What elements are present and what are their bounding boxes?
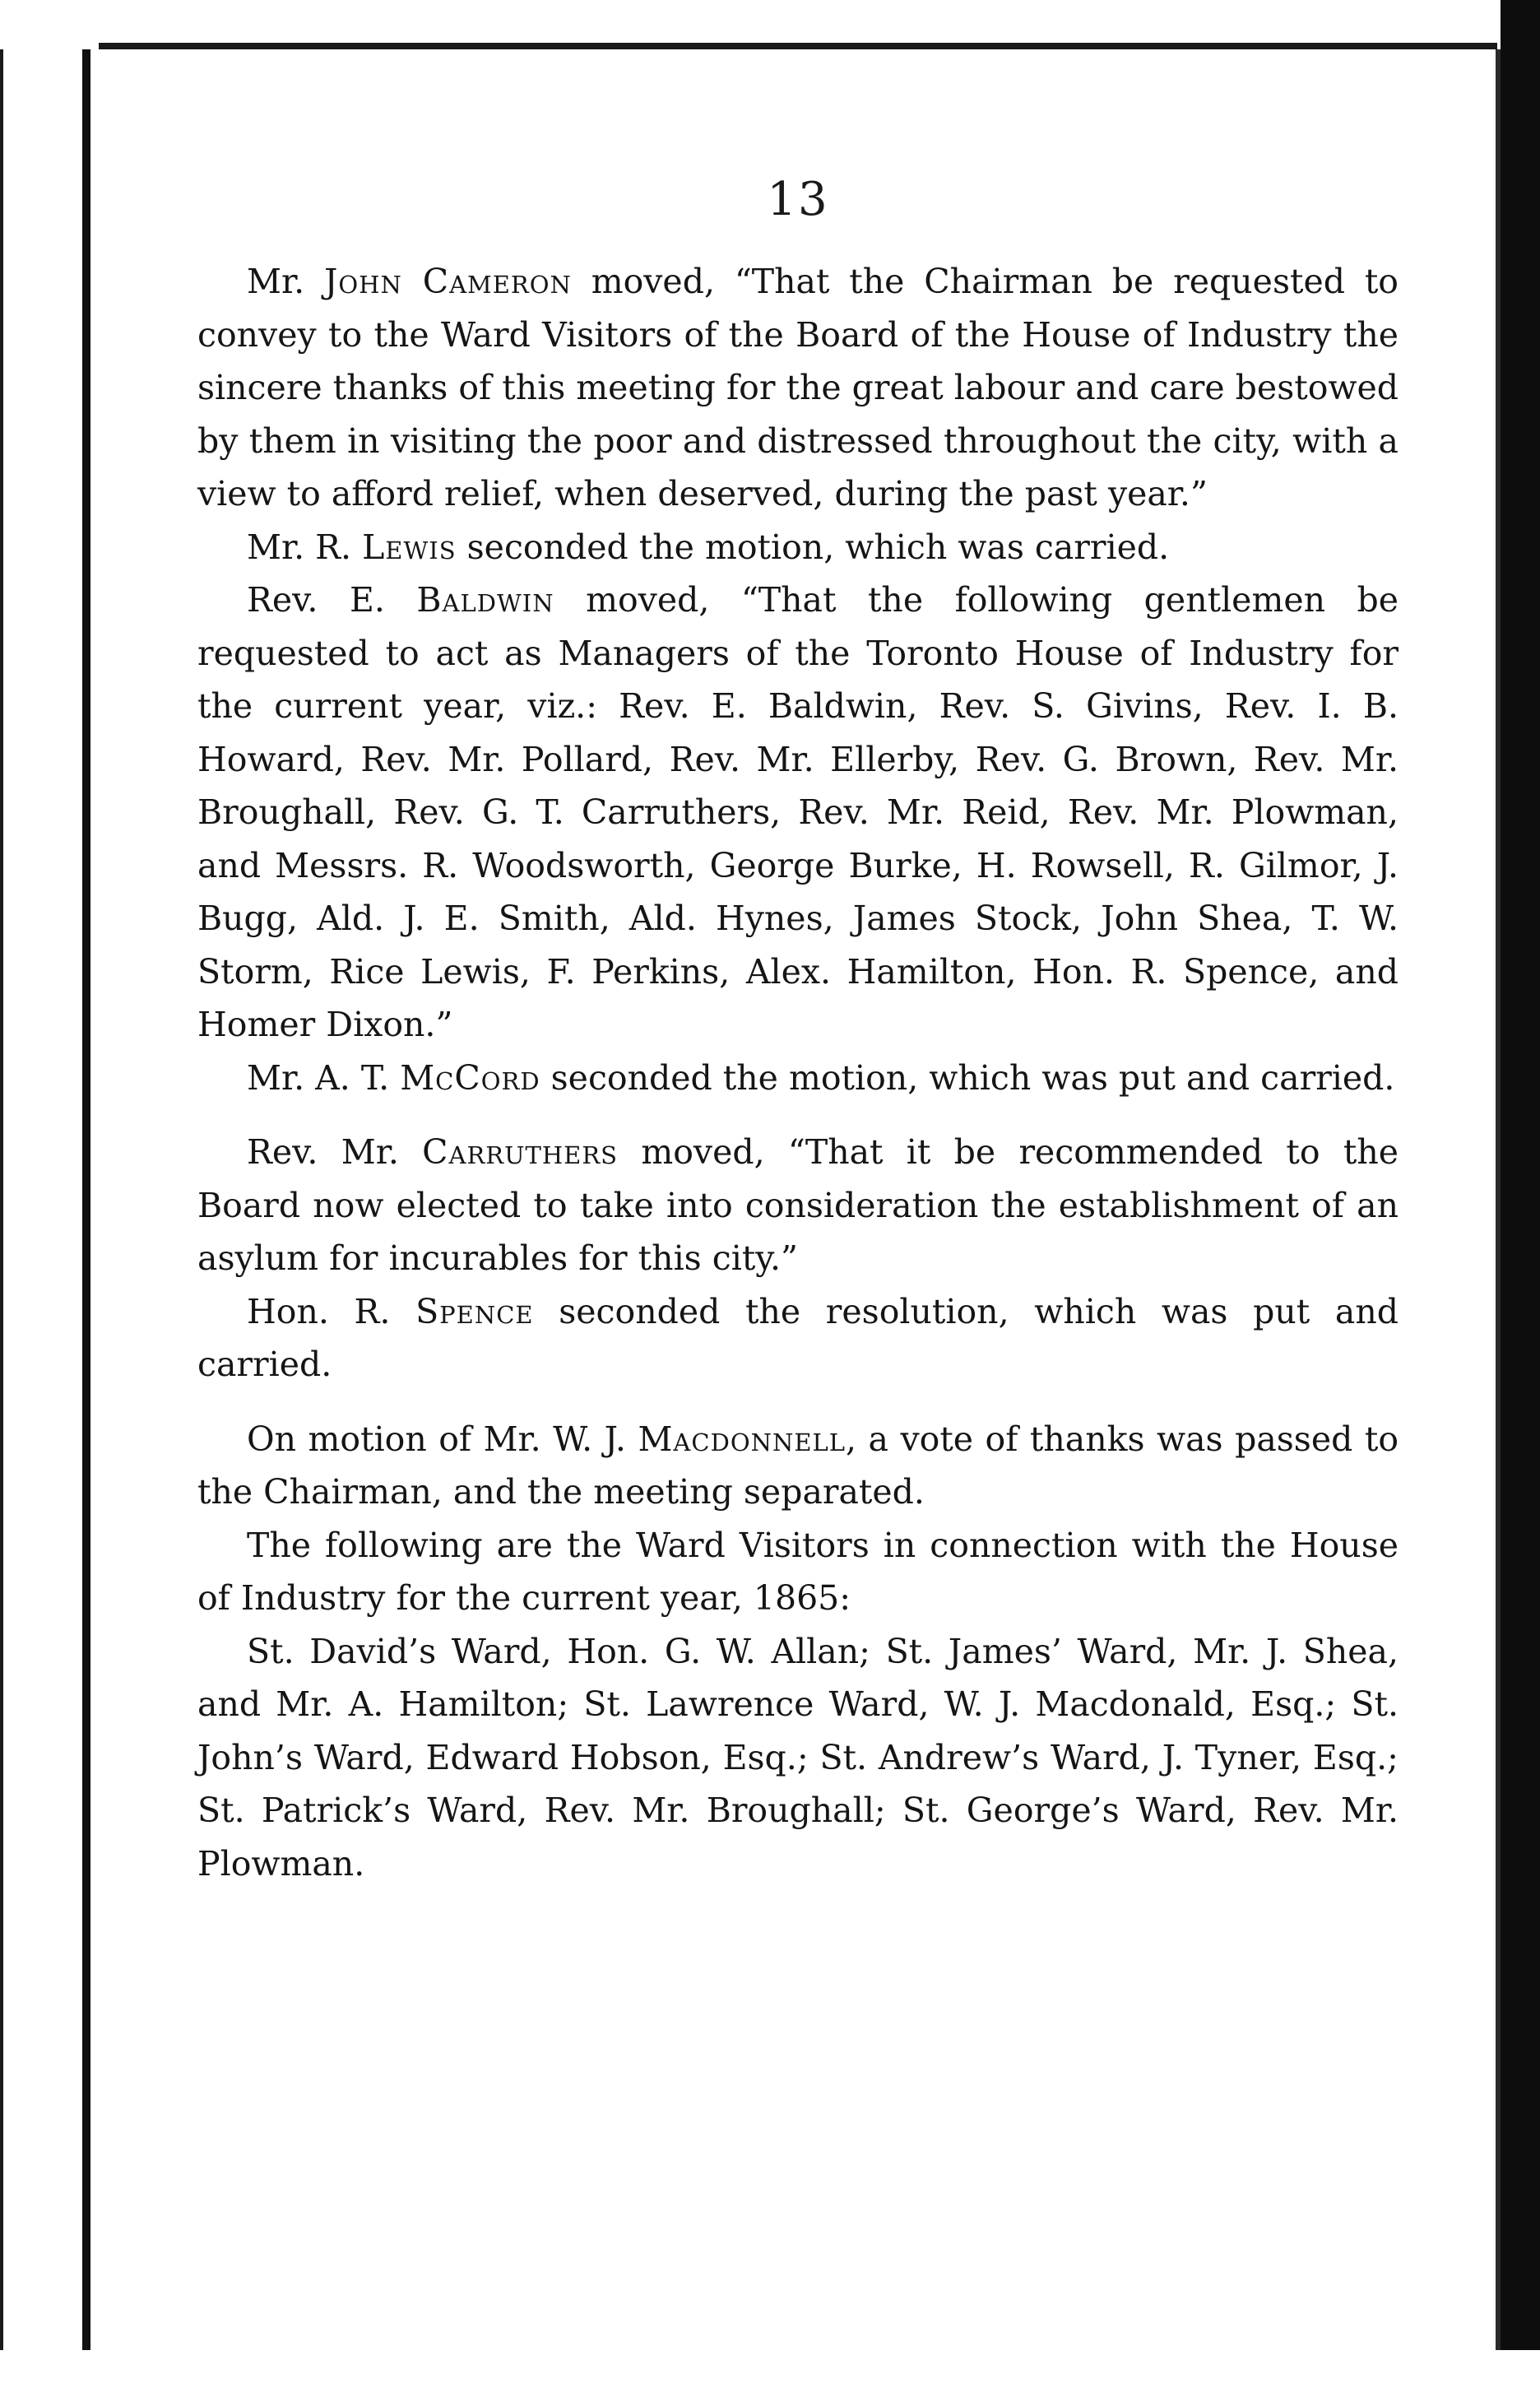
paragraph-text: seconded the motion, which was carried. [456,527,1170,567]
paragraph-text: seconded the resolution, which was put and carried. [197,1291,1399,1384]
speaker-name: John Cameron [323,262,572,301]
speaker-name: Spence [415,1291,534,1331]
paragraph-lead: Hon. R. [247,1291,416,1331]
paragraph-cameron-motion [197,255,1399,521]
speaker-name: Lewis [362,527,457,567]
paragraph-ward-visitors-list [197,1625,1399,1891]
speaker-name: McCord [400,1057,540,1098]
body-text [197,255,1399,1890]
paragraph-lead: Mr. A. T. [247,1057,401,1098]
paragraph-text: , a vote of thanks was passed to the Chairman, and the meeting separated. [197,1419,1399,1512]
paragraph-text: St. David’s Ward, Hon. G. W. Allan; St. James’ Ward, Mr. J. Shea, and Mr. A. Hamilton; St. Lawrence Ward, W. J. Macdonald, Esq.; St. John’s Ward, Edward Hobson, Esq.; St. Andrew’s Ward, J. Tyner, Esq.; St. Patrick’s Ward, Rev. Mr. Broughall; St. George’s Ward, Rev. Mr. Plowman. [197,1631,1399,1884]
paragraph-lead: On motion of Mr. W. J. [247,1419,638,1459]
scan-bottom-margin [0,2350,1540,2383]
paragraph-lead: Mr. R. [247,527,363,567]
page-fore-edge [1496,49,1501,2353]
paragraph-text: moved, “That the Chairman be requested to convey to the Ward Visitors of the Board of the House of Industry the sincere thanks of this meeting for the great labour and care bestowed by them in visiting the poor and distressed throughout the city, with a view to afford relief, when deserved, during the past year.” [197,262,1399,513]
page-top-edge [99,43,1497,49]
speaker-name: Baldwin [416,580,554,620]
scan-right-margin [1501,0,1540,2383]
paragraph-text: The following are the Ward Visitors in connection with the House of Industry for the current year, 1865: [197,1525,1399,1618]
speaker-name: Carruthers [422,1132,619,1172]
paragraph-text: moved, “That it be recommended to the Board now elected to take into consideration the establishment of an asylum for incurables for this city.” [197,1132,1399,1278]
book-page [99,49,1497,2353]
paragraph-lead: Rev. E. [247,580,417,620]
paragraph-lewis-second [197,521,1399,574]
paragraph-baldwin-motion [197,574,1399,1052]
paragraph-ward-visitors-intro [197,1519,1399,1625]
paragraph-macdonnell-vote [197,1413,1399,1519]
left-edge-line [0,49,3,2353]
page-number: 13 [767,173,829,226]
paragraph-mccord-second [197,1052,1399,1105]
book-gutter-shadow [82,49,90,2362]
scan-left-margin [0,0,92,2383]
speaker-name: Macdonnell [638,1419,847,1459]
paragraph-text: seconded the motion, which was put and carried. [540,1057,1395,1098]
paragraph-carruthers-motion [197,1126,1399,1285]
paragraph-lead: Mr. [247,262,324,301]
paragraph-text: moved, “That the following gentlemen be requested to act as Managers of the Toronto House of Industry for the current year, viz.: Rev. E. Baldwin, Rev. S. Givins, Rev. I. B. Howard, Rev. Mr. Pollard, Rev. Mr. Ellerby, Rev. G. Brown, Rev. Mr. Broughall, Rev. G. T. Carruthers, Rev. Mr. Reid, Rev. Mr. Plowman, and Messrs. R. Woodsworth, George Burke, H. Rowsell, R. Gilmor, J. Bugg, Ald. J. E. Smith, Ald. Hynes, James Stock, John Shea, T. W. Storm, Rice Lewis, F. Perkins, Alex. Hamilton, Hon. R. Spence, and Homer Dixon.” [197,580,1399,1044]
scan-top-margin [0,0,1540,51]
paragraph-spence-second [197,1285,1399,1391]
paragraph-lead: Rev. Mr. [247,1132,423,1172]
